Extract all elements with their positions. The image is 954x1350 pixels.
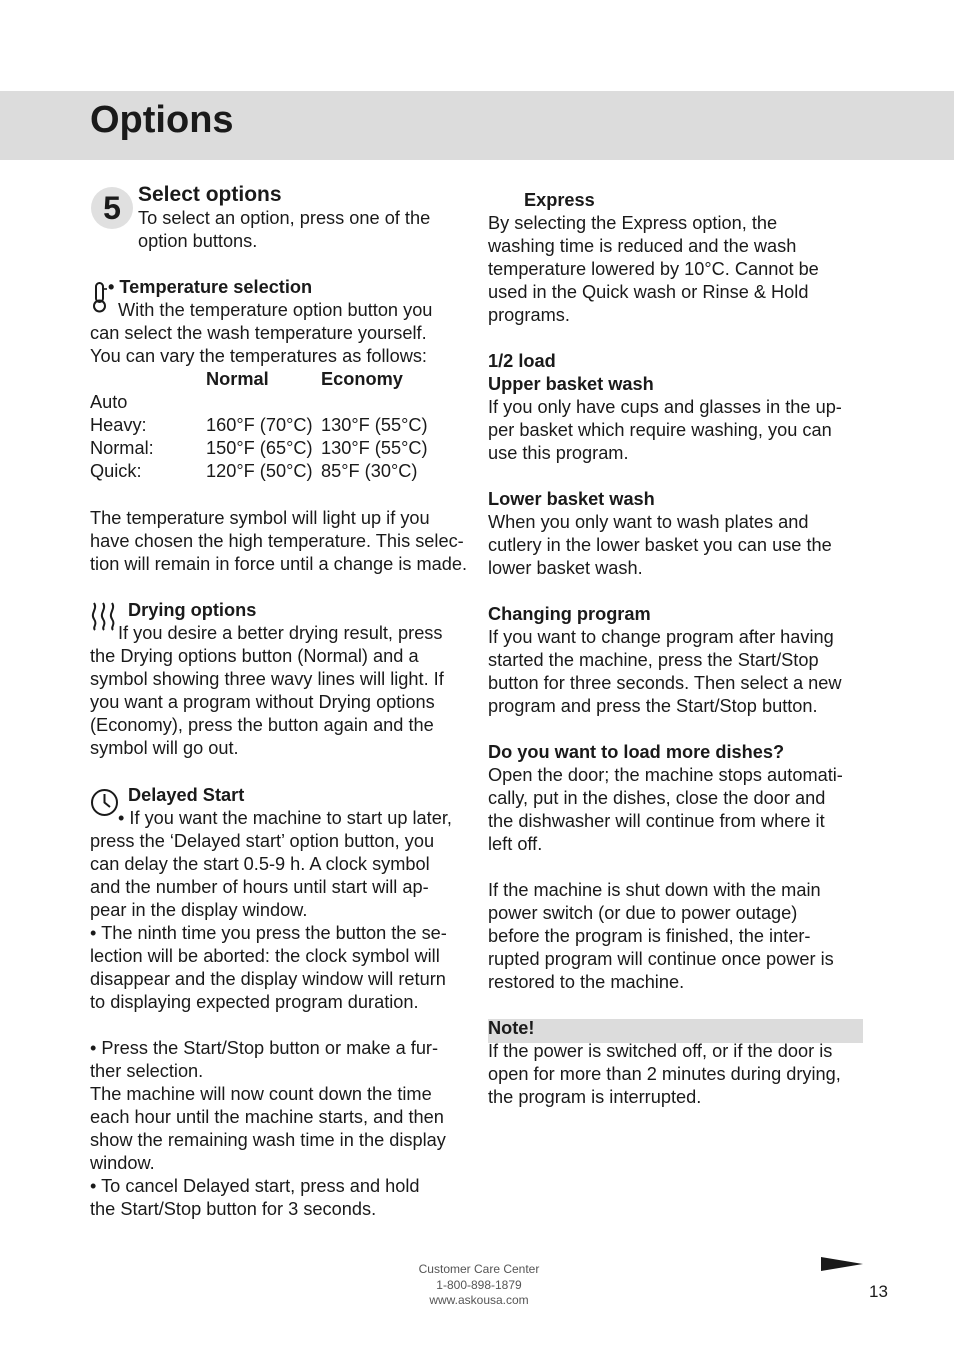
page-title: Options [90, 99, 234, 141]
delayed-line: • To cancel Delayed start, press and hold [90, 1176, 420, 1196]
delayed-start-heading: Delayed Start [128, 785, 245, 805]
delayed-line: • If you want the machine to start up later, [118, 808, 452, 828]
temperature-section [90, 276, 470, 368]
normal-value: 150°F (65°C) [206, 438, 313, 458]
right-column-line: washing time is reduced and the wash [488, 236, 797, 256]
drying-line: the Drying options button (Normal) and a [90, 646, 419, 666]
right-column-line [488, 718, 868, 741]
right-column-line: use this program. [488, 443, 629, 463]
temperature-line: You can vary the temperatures as follows: [90, 346, 427, 366]
intro-line: option buttons. [138, 231, 258, 251]
right-column-line: programs. [488, 305, 570, 325]
right-column-line: cally, put in the dishes, close the door and [488, 788, 826, 808]
right-column [488, 189, 868, 1109]
economy-value: 85°F (30°C) [321, 461, 418, 481]
right-column-line: left off. [488, 834, 543, 854]
row-label: Quick: [90, 461, 142, 481]
footer-line: www.askousa.com [429, 1293, 529, 1307]
delayed-line: each hour until the machine starts, and then [90, 1107, 444, 1127]
temperature-line: can select the wash temperature yourself. [90, 323, 427, 343]
right-column-heading: Lower basket wash [488, 489, 655, 509]
drying-line: you want a program without Drying options [90, 692, 435, 712]
right-column-line [488, 994, 868, 1017]
right-column-line [488, 465, 868, 488]
normal-value: 120°F (50°C) [206, 461, 313, 481]
delayed-start-section [90, 784, 470, 1221]
row-label: Heavy: [90, 415, 147, 435]
footer-line: 1-800-898-1879 [436, 1277, 522, 1292]
row-label: Normal: [90, 438, 154, 458]
intro-line: To select an option, press one of the [138, 208, 431, 228]
note-line: The temperature symbol will light up if you [90, 508, 430, 528]
delayed-line: lection will be aborted: the clock symbol will [90, 946, 440, 966]
delayed-line: press the ‘Delayed start’ option button, you [90, 831, 435, 851]
right-column-line [488, 327, 868, 350]
delayed-line: ther selection. [90, 1061, 204, 1081]
drying-line: symbol showing three wavy lines will light. If [90, 669, 444, 689]
right-column-line: program and press the Start/Stop button. [488, 696, 818, 716]
delayed-line: show the remaining wash time in the display [90, 1130, 446, 1150]
right-column-line: If you want to change program after having [488, 627, 834, 647]
right-column-line: When you only want to wash plates and [488, 512, 809, 532]
select-options-section [138, 182, 458, 253]
right-column-heading: Note! [488, 1018, 535, 1038]
temperature-note [90, 507, 470, 576]
right-column-line: restored to the machine. [488, 972, 685, 992]
right-column-line [488, 580, 868, 603]
delayed-line: pear in the display window. [90, 900, 308, 920]
right-column-line: If you only have cups and glasses in the up- [488, 397, 842, 417]
right-column-heading: Express [524, 190, 595, 210]
right-column-line [488, 856, 868, 879]
right-column-line: Open the door; the machine stops automati- [488, 765, 843, 785]
right-column-line: the dishwasher will continue from where it [488, 811, 825, 831]
delayed-line: • Press the Start/Stop button or make a fur- [90, 1038, 439, 1058]
column-header-economy: Economy [321, 369, 403, 389]
delayed-line: • The ninth time you press the button the se- [90, 923, 447, 943]
right-column-line: rupted program will continue once power is [488, 949, 834, 969]
arrow-right-icon [821, 1256, 863, 1272]
delayed-line: to displaying expected program duration. [90, 992, 419, 1012]
note-line: tion will remain in force until a change is made. [90, 554, 468, 574]
drying-line: (Economy), press the button again and the [90, 715, 434, 735]
delayed-line: and the number of hours until start will ap- [90, 877, 429, 897]
right-column-line: per basket which require washing, you can [488, 420, 832, 440]
drying-section [90, 599, 470, 760]
page-number: 13 [869, 1282, 888, 1301]
right-column-line: before the program is finished, the inter- [488, 926, 811, 946]
right-column-line: If the machine is shut down with the main [488, 880, 821, 900]
right-column-line: By selecting the Express option, the [488, 213, 778, 233]
delayed-line: window. [90, 1153, 155, 1173]
footer-contact [379, 1262, 579, 1309]
normal-value: 160°F (70°C) [206, 415, 313, 435]
right-column-line: button for three seconds. Then select a new [488, 673, 842, 693]
delayed-line [90, 1014, 470, 1037]
note-line: have chosen the high temperature. This selec- [90, 531, 464, 551]
right-column-line: temperature lowered by 10°C. Cannot be [488, 259, 819, 279]
step-number-badge: 5 [91, 187, 133, 229]
right-column-line: the program is interrupted. [488, 1087, 702, 1107]
drying-line: symbol will go out. [90, 738, 239, 758]
delayed-line: can delay the start 0.5-9 h. A clock symbol [90, 854, 430, 874]
right-column-line: lower basket wash. [488, 558, 643, 578]
select-options-title: Select options [138, 183, 282, 206]
economy-value: 130°F (55°C) [321, 438, 428, 458]
right-column-line: cutlery in the lower basket you can use the [488, 535, 832, 555]
row-label: Auto [90, 392, 128, 412]
right-column-line: If the power is switched off, or if the door is [488, 1041, 833, 1061]
delayed-line: The machine will now count down the time [90, 1084, 432, 1104]
column-header-normal: Normal [206, 369, 269, 389]
drying-heading: Drying options [128, 600, 257, 620]
temperature-heading: • Temperature selection [108, 277, 313, 297]
temperature-line: With the temperature option button you [118, 300, 433, 320]
delayed-line: disappear and the display window will return [90, 969, 446, 989]
right-column-heading: Changing program [488, 604, 651, 624]
delayed-line: the Start/Stop button for 3 seconds. [90, 1199, 377, 1219]
drying-line: If you desire a better drying result, press [118, 623, 443, 643]
right-column-heading: 1/2 load [488, 351, 556, 371]
right-column-line: open for more than 2 minutes during drying, [488, 1064, 841, 1084]
right-column-line: power switch (or due to power outage) [488, 903, 798, 923]
economy-value: 130°F (55°C) [321, 415, 428, 435]
footer-line: Customer Care Center [418, 1262, 540, 1276]
right-column-line: used in the Quick wash or Rinse & Hold [488, 282, 809, 302]
right-column-heading: Upper basket wash [488, 374, 654, 394]
right-column-heading: Do you want to load more dishes? [488, 742, 785, 762]
right-column-line: started the machine, press the Start/Stop [488, 650, 819, 670]
